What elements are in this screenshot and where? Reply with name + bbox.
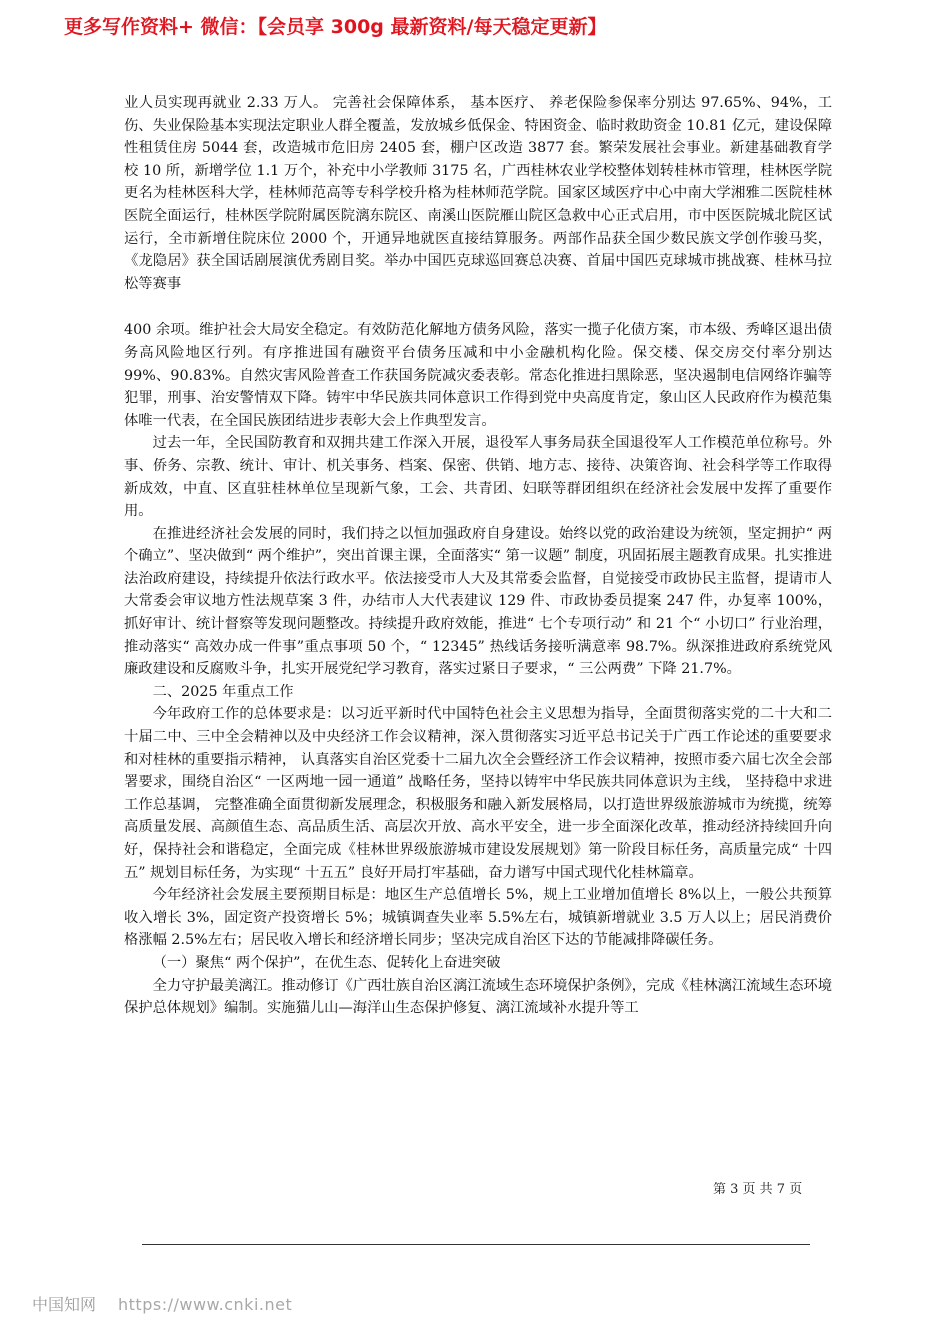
document-body [124,92,832,1020]
paragraph-general-requirements: 今年政府工作的总体要求是：以习近平新时代中国特色社会主义思想为指导，全面贯彻落实党的二十大和二十届二中、三中全会精神以及中央经济工作会议精神，深入贯彻落实习近平总书记关于广西工作论述的重要要求和对桂林的重要指示精神， 认真落实自治区党委十二届九次全会暨经济工作会议精神，按照市委六届七次全会部署要求，围绕自治区“ 一区两地一园一通道” 战略任务，坚持以铸牢中华民族共同体意识为主线， 坚持稳中求进工作总基调， 完整准确全面贯彻新发展理念，积极服务和融入新发展格局，以打造世界级旅游城市为统揽，统筹高质量发展、高颜值生态、高品质生活、高层次开放、高水平安全，进一步全面深化改革，推动经济持续回升向好，保持社会和谐稳定，全面完成《桂林世界级旅游城市建设发展规划》第一阶段目标任务，高质量完成“ 十四五” 规划目标任务，为实现“ 十五五” 良好开局打牢基础，奋力谱写中国式现代化桂林篇章。 [124,706,832,881]
paragraph-gap [124,295,832,319]
watermark-site-name: 中国知网 [32,1295,97,1314]
promo-banner: 更多写作资料+ 微信：【会员享 300g 最新资料/每天稳定更新】 [64,16,607,38]
watermark-url: https://www.cnki.net [118,1295,293,1314]
page-number: 第 3 页 共 7 页 [713,1182,803,1197]
paragraph-lijiang: 全力守护最美漓江。推动修订《广西壮族自治区漓江流域生态环境保护条例》，完成《桂林漓江流域生态环境保护总体规划》编制。实施猫儿山—海洋山生态保护修复、漓江流域补水提升等工 [124,977,832,1017]
subsection-heading-1: （一）聚焦“ 两个保护”，在优生态、促转化上奋进突破 [152,954,501,971]
paragraph-past-year: 过去一年，全民国防教育和双拥共建工作深入开展，退役军人事务局获全国退役军人工作模范单位称号。外事、侨务、宗教、统计、审计、机关事务、档案、保密、供销、地方志、接待、决策咨询、社会科学等工作取得新成效，中直、区直驻桂林单位呈现新气象，工会、共青团、妇联等群团组织在经济社会发展中发挥了重要作用。 [124,435,832,520]
footer-divider [142,1244,810,1245]
section-heading-2025: 二、2025 年重点工作 [152,683,294,700]
paragraph-government-building: 在推进经济社会发展的同时，我们持之以恒加强政府自身建设。始终以党的政治建设为统领，坚定拥护“ 两个确立”、坚决做到“ 两个维护”，突出首课主课，全面落实“ 第一议题” 制度，巩固拓展主题教育成果。扎实推进法治政府建设，持续提升依法行政水平。依法接受市人大及其常委会监督，自觉接受市政协民主监督，提请市人大常委会审议地方性法规草案 3 件，办结市人大代表建议 129 件、市政协委员提案 247 件，办复率 100%，抓好审计、统计督察等发现问题整改。持续提升政府效能，推进“ 七个专项行动” 和 21 个“ 小切口” 行业治理，推动落实“ 高效办成一件事”重点事项 50 个，“ 12345” 热线话务接听满意率 98.7%。纵深推进政府系统党风廉政建设和反腐败斗争，扎实开展党纪学习教育，落实过紧日子要求，“ 三公两费” 下降 21.7%。 [124,525,832,678]
paragraph-continuation: 业人员实现再就业 2.33 万人。 完善社会保障体系， 基本医疗、 养老保险参保率分别达 97.65%、94%，工伤、失业保险基本实现法定职业人群全覆盖，发放城乡低保金、特困资金、临时救助资金 10.81 亿元，建设保障性租赁住房 5044 套，改造城市危旧房 2405 套，棚户区改造 3877 套。繁荣发展社会事业。新建基础教育学校 10 所，新增学位 1.1 万个，补充中小学教师 3175 名，广西桂林农业学校整体划转桂林市管理，桂林医学院更名为桂林医科大学，桂林师范高等专科学校升格为桂林师范学院。国家区域医疗中心中南大学湘雅二医院桂林医院全面运行，桂林医学院附属医院漓东院区、南溪山医院雁山院区急救中心正式启用，市中医医院城北院区试运行，全市新增住院床位 2000 个，开通异地就医直接结算服务。两部作品获全国少数民族文学创作骏马奖，《龙隐居》获全国话剧展演优秀剧目奖。举办中国匹克球巡回赛总决赛、首届中国匹克球城市挑战赛、桂林马拉松等赛事 [124,95,833,292]
paragraph-stability: 400 余项。维护社会大局安全稳定。有效防范化解地方债务风险，落实一揽子化债方案，市本级、秀峰区退出债务高风险地区行列。有序推进国有融资平台债务压减和中小金融机构化险。保交楼、保交房交付率分别达 99%、90.83%。自然灾害风险普查工作获国务院减灾委表彰。常态化推进扫黑除恶，坚决遏制电信网络诈骗等犯罪，刑事、治安警情双下降。铸牢中华民族共同体意识工作得到党中央高度肯定，象山区人民政府作为模范集体唯一代表，在全国民族团结进步表彰大会上作典型发言。 [124,322,832,429]
cnki-watermark [32,1292,292,1315]
paragraph-targets: 今年经济社会发展主要预期目标是：地区生产总值增长 5%，规上工业增加值增长 8%以上，一般公共预算收入增长 3%，固定资产投资增长 5%；城镇调查失业率 5.5%左右，城镇新增就业 3.5 万人以上；居民消费价格涨幅 2.5%左右；居民收入增长和经济增长同步；坚决完成自治区下达的节能减排降碳任务。 [124,887,832,949]
